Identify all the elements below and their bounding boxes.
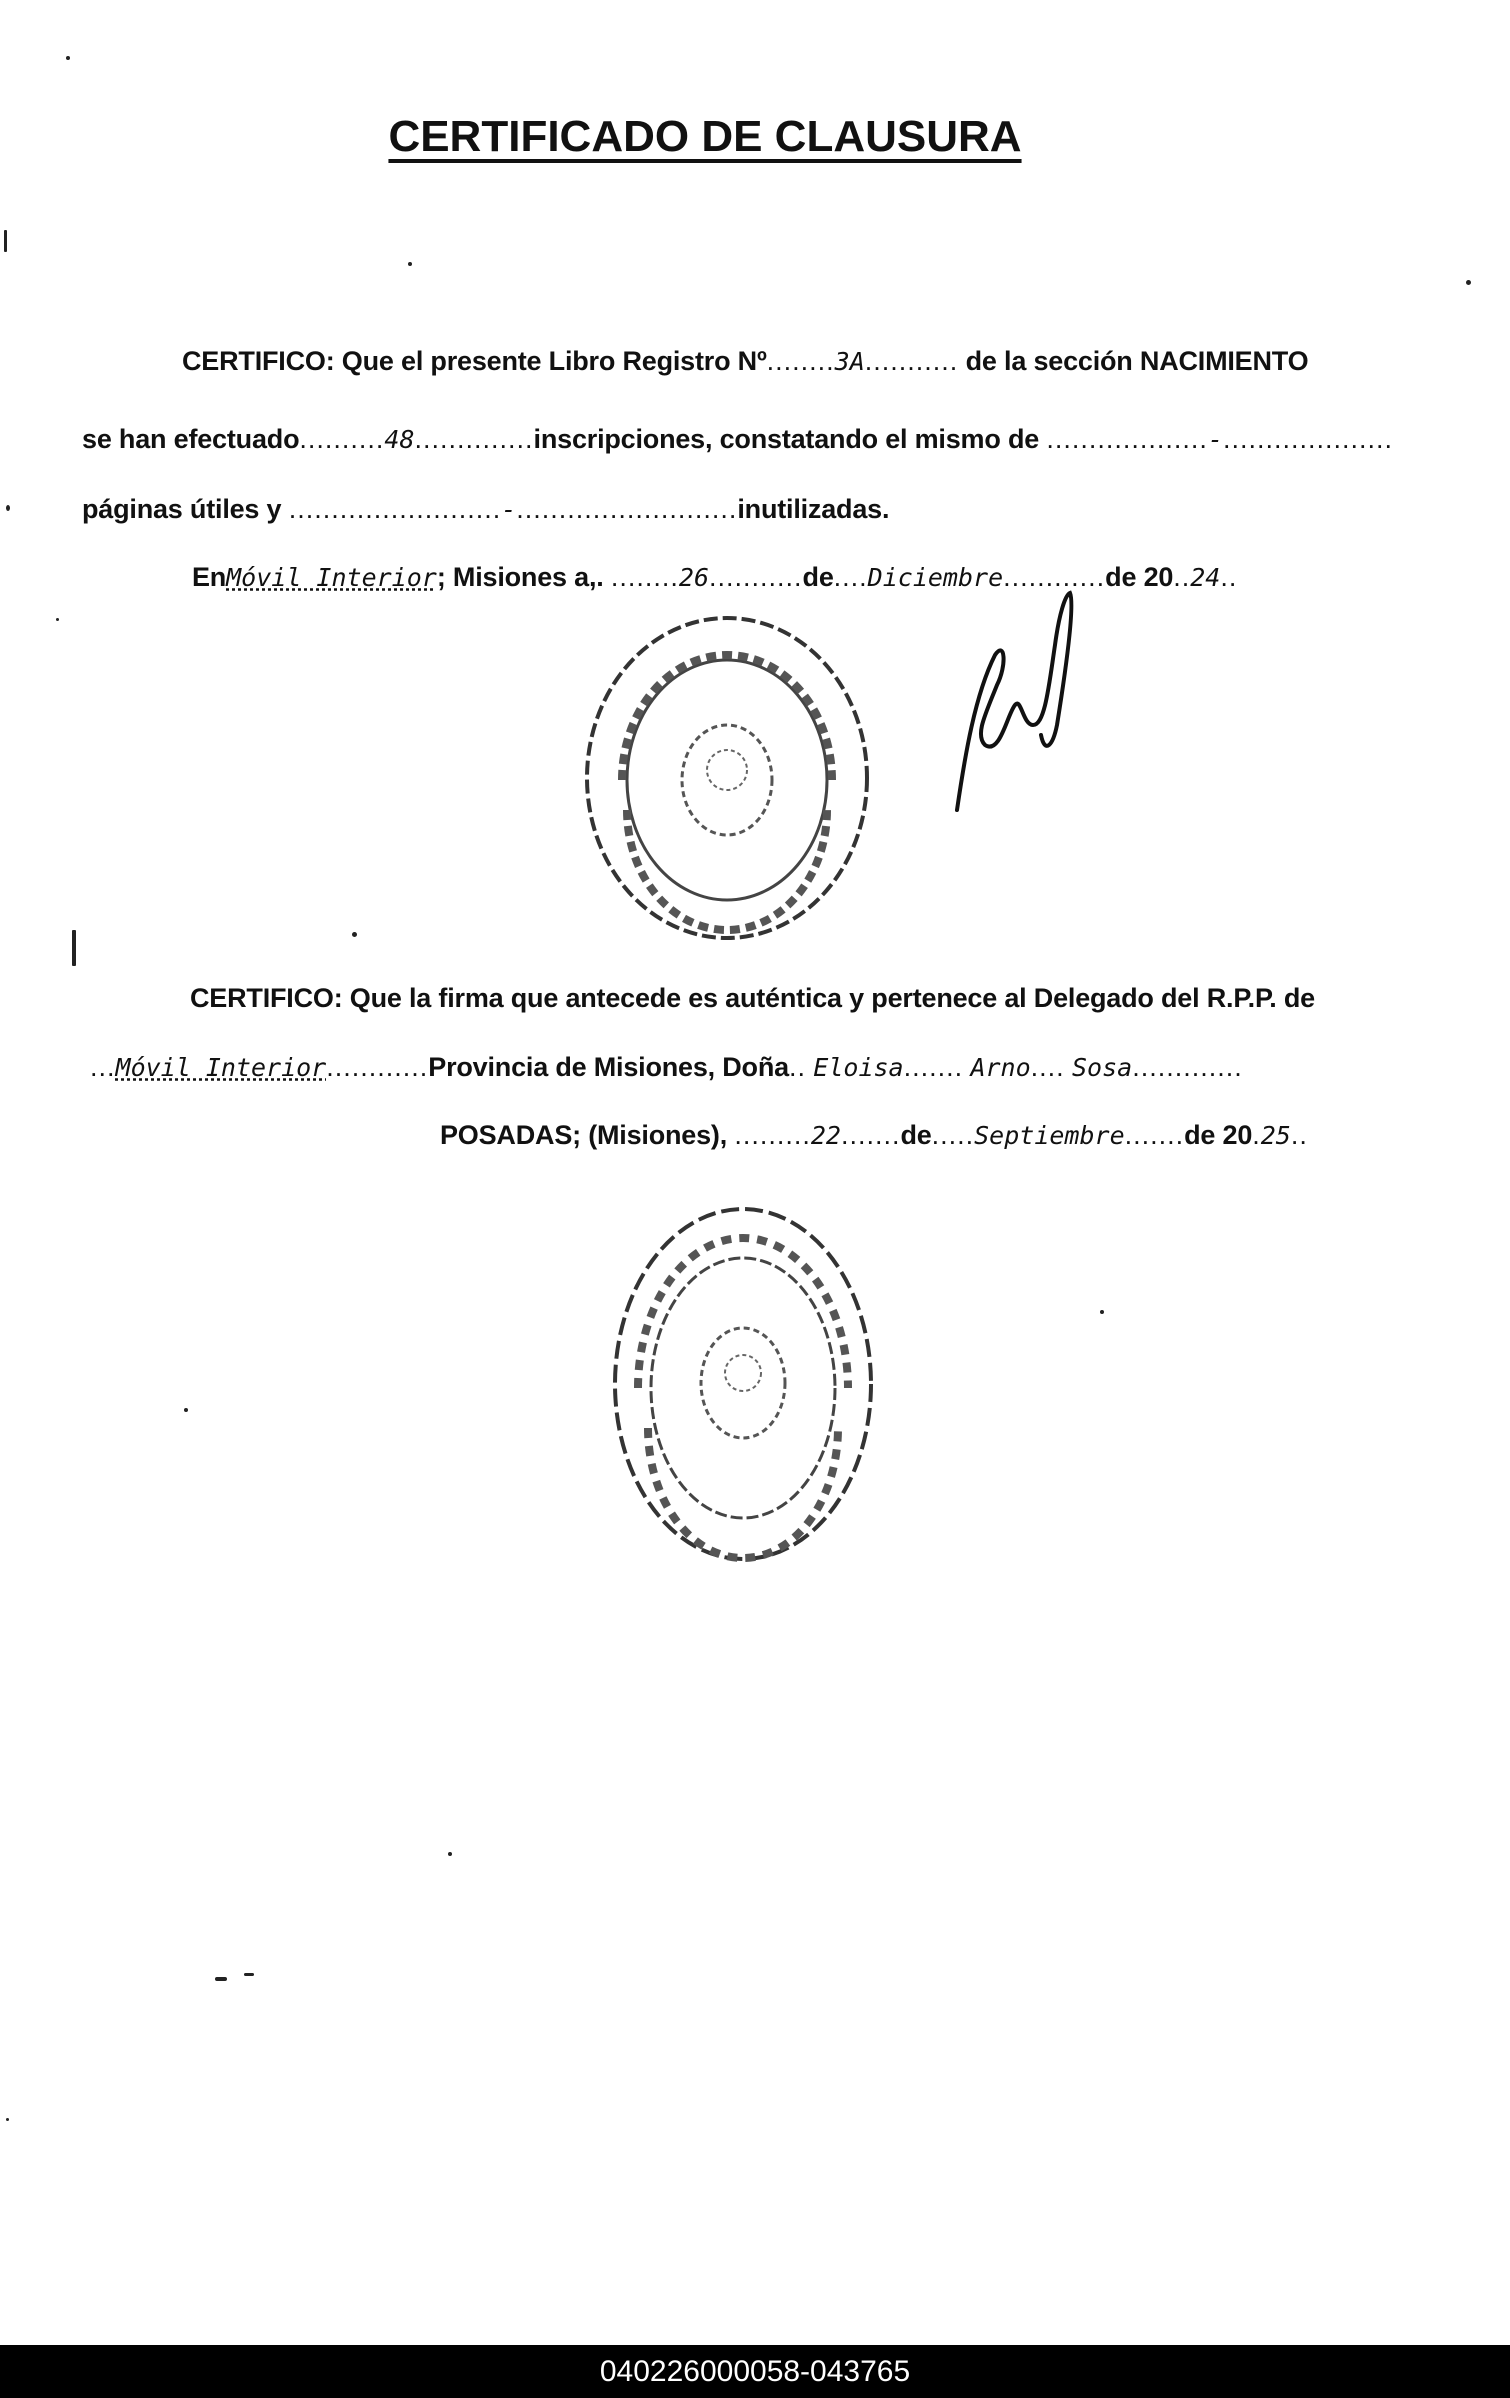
cert1-line3: páginas útiles y .........................-..........................inutilizadas. bbox=[82, 494, 890, 524]
scan-speck bbox=[352, 932, 357, 937]
cert1-line4: EnMóvil Interior; Misiones a,. ........26...........de....Diciembre............de 20..24.. bbox=[192, 562, 1238, 592]
cert2-dia: 22 bbox=[810, 1121, 841, 1150]
cert1-en-label: En bbox=[192, 562, 227, 592]
cert1-anio: 24 bbox=[1190, 563, 1221, 592]
cert1-line3-text-a: páginas útiles y bbox=[82, 494, 282, 524]
cert1-line1-text-b: de la sección NACIMIENTO bbox=[965, 346, 1309, 376]
scan-speck bbox=[1466, 280, 1471, 285]
libro-numero: 3A bbox=[834, 347, 865, 376]
scan-speck bbox=[1100, 1310, 1104, 1314]
document-title: CERTIFICADO DE CLAUSURA bbox=[388, 112, 1022, 161]
scan-speck bbox=[56, 618, 59, 621]
paginas-utiles: - bbox=[1207, 425, 1223, 454]
cert1-line1-text-a: CERTIFICO: Que el presente Libro Registro Nº bbox=[182, 346, 767, 376]
cert1-line1: CERTIFICO: Que el presente Libro Registro Nº........3A........... de la sección NACIMIENTO bbox=[182, 346, 1309, 376]
cert1-line2-text-b: inscripciones, constatando el mismo de bbox=[533, 424, 1040, 454]
lugar-handwritten: Móvil Interior bbox=[226, 563, 437, 592]
scan-speck bbox=[408, 262, 412, 266]
scan-mark bbox=[72, 930, 76, 966]
paginas-inutilizadas: - bbox=[501, 495, 517, 524]
scan-speck bbox=[448, 1852, 452, 1856]
nombre-arno: Arno bbox=[970, 1053, 1031, 1082]
scan-mark bbox=[244, 1973, 254, 1976]
scan-speck bbox=[66, 56, 70, 60]
cert1-mes: Diciembre bbox=[867, 563, 1004, 592]
cert2-provincia-label: Provincia de Misiones, Doña bbox=[428, 1052, 789, 1082]
cert1-line2-text-a: se han efectuado bbox=[82, 424, 300, 454]
official-seal-stamp-2 bbox=[608, 1198, 878, 1570]
scan-speck bbox=[6, 505, 10, 511]
cert2-mes: Septiembre bbox=[974, 1121, 1125, 1150]
nombre-sosa: Sosa bbox=[1071, 1053, 1133, 1082]
delegacion-handwritten: Móvil Interior bbox=[115, 1053, 327, 1082]
cert2-line2: ...Móvil Interior............Provincia de Misiones, Doña.. Eloisa....... Arno.... Sosa............. bbox=[90, 1052, 1243, 1082]
scan-mark bbox=[4, 230, 7, 252]
handwritten-signature bbox=[945, 585, 1095, 815]
document-footer-code: 040226000058-043765 bbox=[0, 2345, 1510, 2398]
official-seal-stamp-1 bbox=[582, 610, 872, 946]
cert1-line3-text-b: inutilizadas. bbox=[737, 494, 890, 524]
nombre-eloisa: Eloisa bbox=[813, 1053, 904, 1082]
cert1-dia: 26 bbox=[678, 563, 710, 592]
inscripciones-count: 48 bbox=[384, 425, 415, 454]
cert2-line1: CERTIFICO: Que la firma que antecede es auténtica y pertenece al Delegado del R.P.P. de bbox=[190, 983, 1315, 1013]
scan-speck bbox=[184, 1408, 188, 1412]
cert2-line3: POSADAS; (Misiones), .........22.......de.....Septiembre.......de 20.25.. bbox=[440, 1120, 1308, 1150]
cert2-posadas-label: POSADAS; (Misiones), bbox=[440, 1120, 728, 1150]
cert1-line2: se han efectuado..........48..............inscripciones, constatando el mismo de ...................-.................... bbox=[82, 424, 1394, 454]
scan-speck bbox=[6, 2118, 9, 2121]
scan-mark bbox=[215, 1977, 227, 1981]
cert2-anio: 25 bbox=[1260, 1121, 1291, 1150]
cert1-misiones-label: Misiones a,. bbox=[452, 562, 604, 592]
